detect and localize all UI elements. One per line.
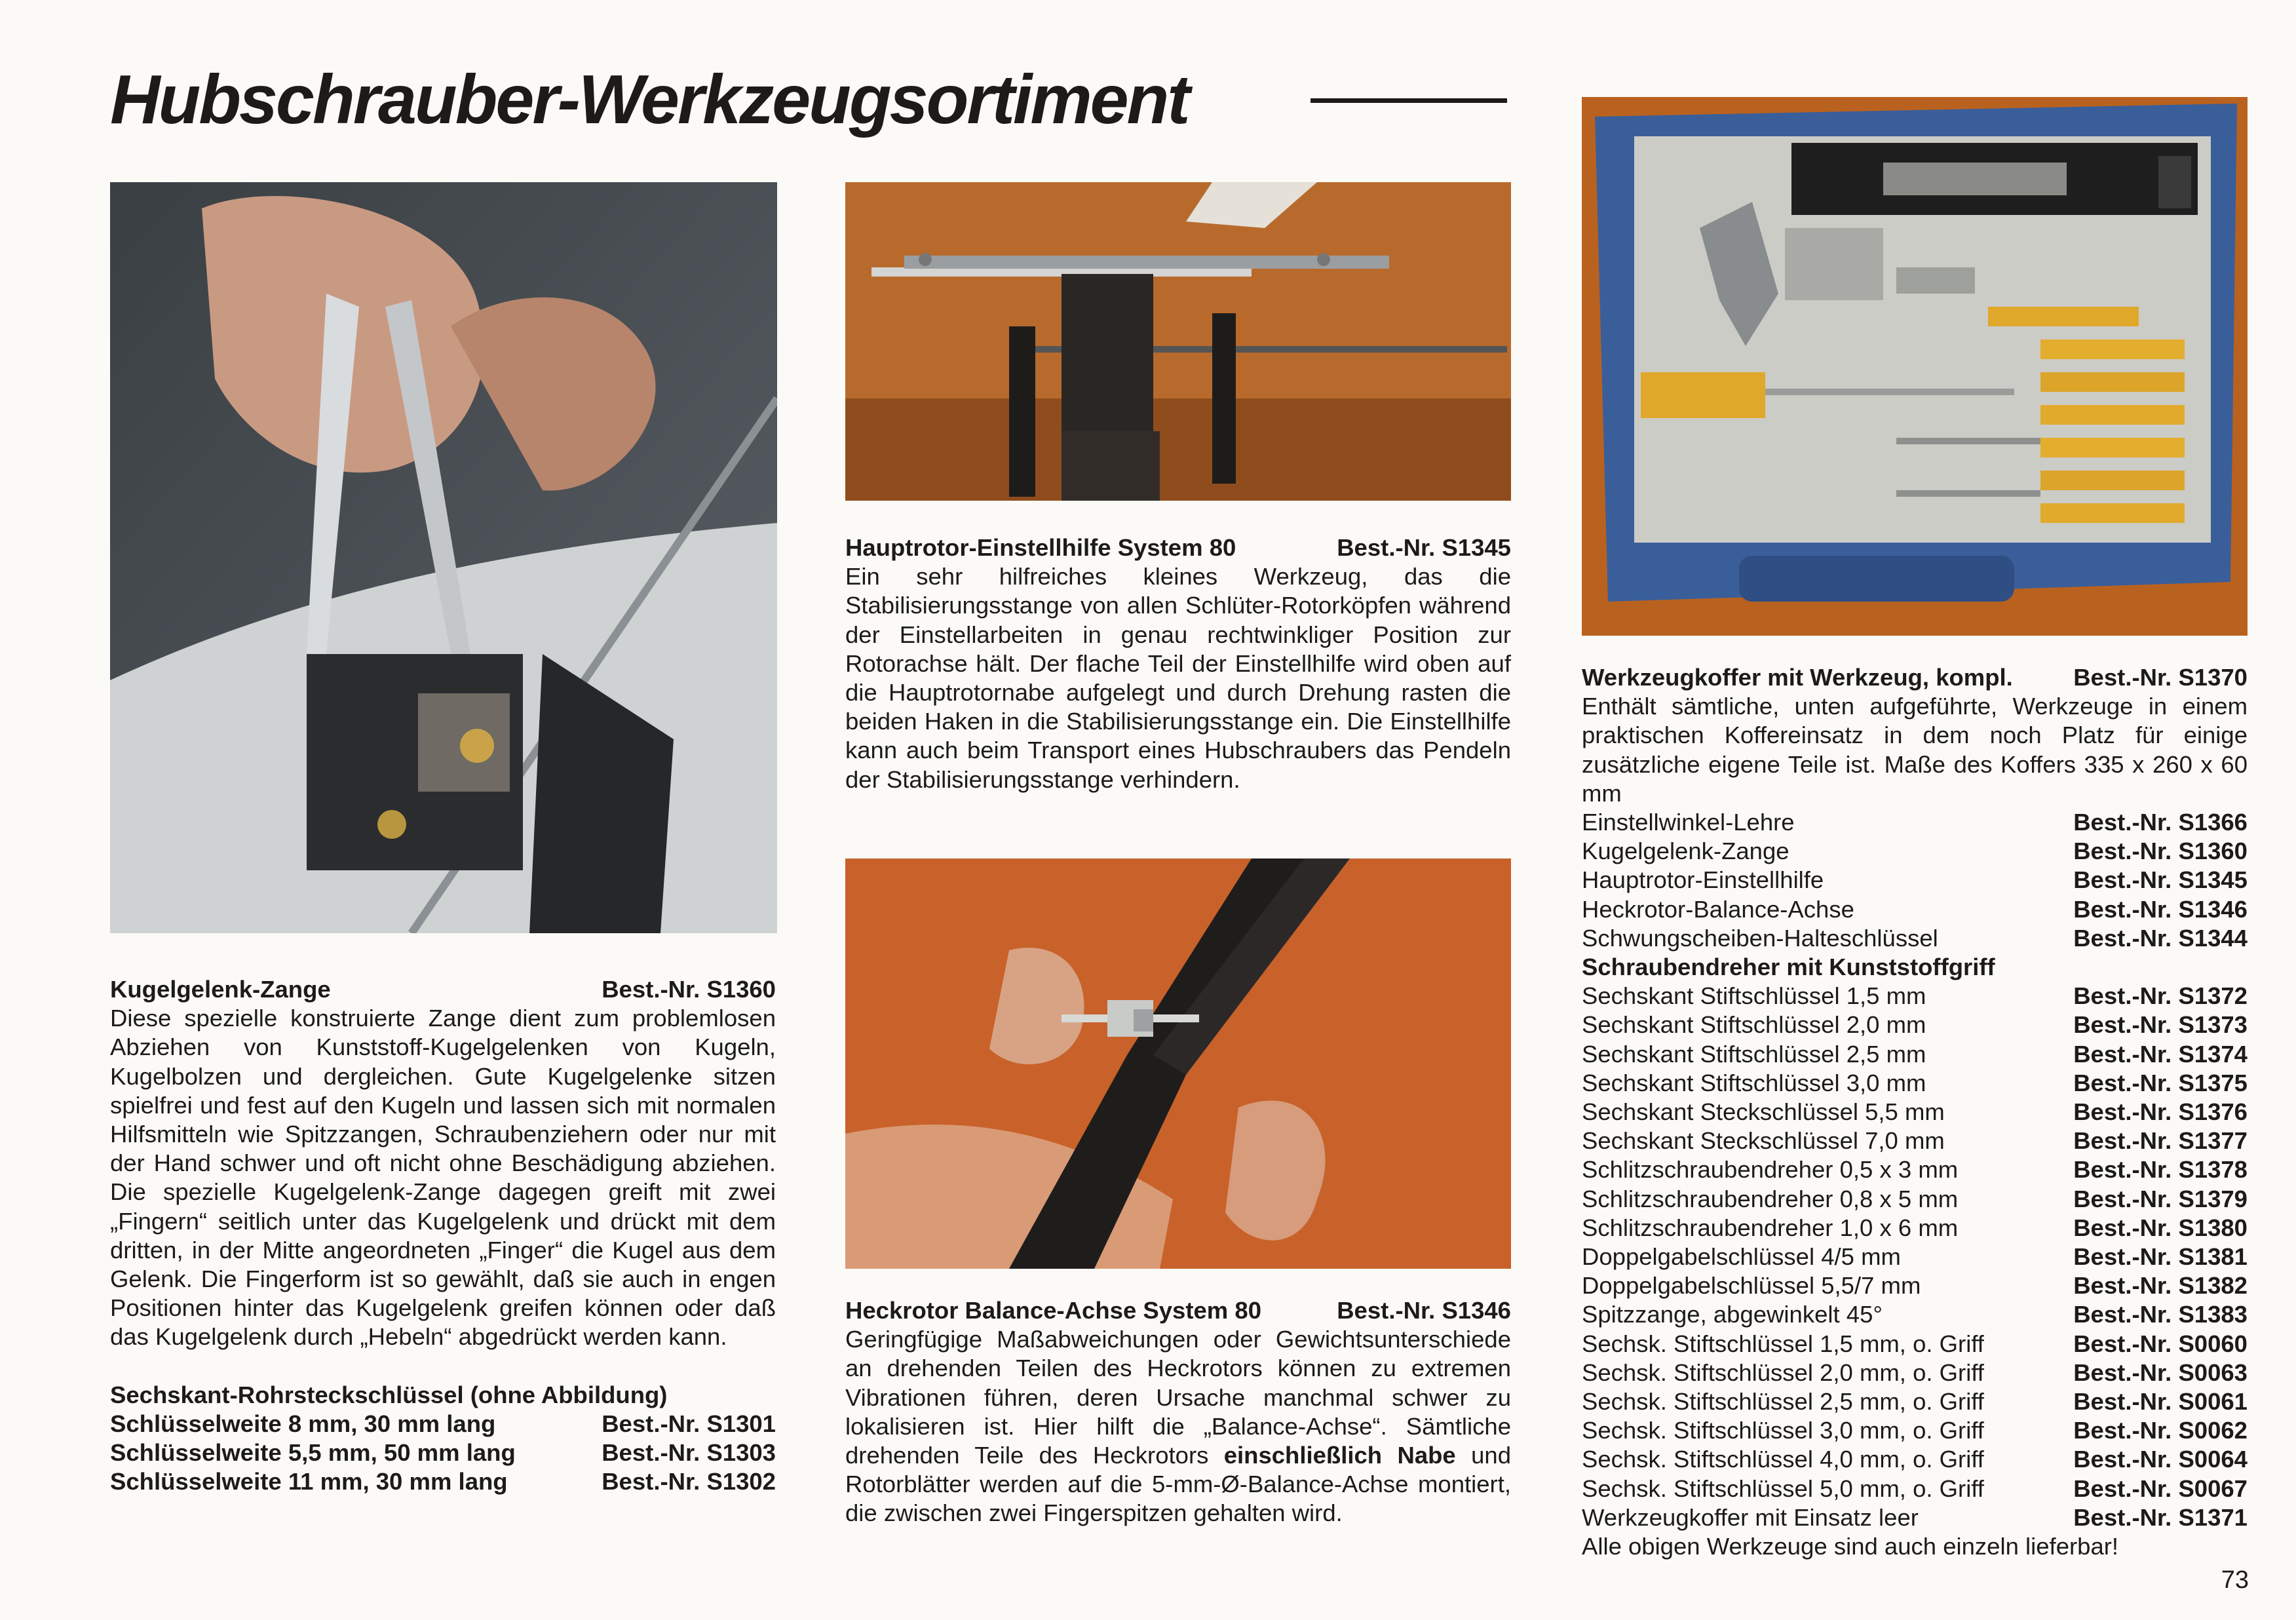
section-header-main-rotor-setup: [845, 533, 1511, 562]
item-order: Best.-Nr. S0060: [2073, 1330, 2248, 1357]
column-middle-top: [845, 533, 1511, 794]
list-item: [1582, 1503, 2248, 1532]
item-name: Sechsk. Stiftschlüssel 5,0 mm, o. Griff: [1582, 1475, 1984, 1502]
item-order: Best.-Nr. S1383: [2073, 1301, 2248, 1328]
photo-ball-joint-pliers: [110, 182, 777, 933]
list-item: [1582, 1330, 2248, 1359]
list-item: [1582, 1475, 2248, 1503]
item-name: Schlitzschraubendreher 0,8 x 5 mm: [1582, 1185, 1959, 1212]
section-header-tail-rotor-balance: [845, 1296, 1511, 1325]
item-name: Doppelgabelschlüssel 4/5 mm: [1582, 1243, 1901, 1271]
column-middle-bottom: [845, 1296, 1511, 1528]
list-item: [1582, 1271, 2248, 1300]
photo-tool-case: [1582, 97, 2248, 636]
list-item: [1582, 1214, 2248, 1243]
item-name: Sechskant Steckschlüssel 7,0 mm: [1582, 1127, 1945, 1155]
list-item: [1582, 895, 2248, 924]
list-item: [1582, 1185, 2248, 1214]
list-item: [110, 1467, 776, 1496]
list-item: [1582, 1387, 2248, 1416]
page-number: 73: [2221, 1566, 2249, 1594]
description: [845, 1325, 1511, 1528]
item-name: Sechskant Steckschlüssel 5,5 mm: [1582, 1098, 1945, 1126]
item-name: Sechsk. Stiftschlüssel 4,0 mm, o. Griff: [1582, 1446, 1984, 1473]
item-name: Schlitzschraubendreher 1,0 x 6 mm: [1582, 1214, 1959, 1241]
title-rule: [1311, 98, 1507, 103]
list-item: [1582, 1127, 2248, 1155]
item-name: Schlüsselweite 5,5 mm, 50 mm lang: [110, 1439, 516, 1467]
item-order: Best.-Nr. S1345: [2073, 866, 2248, 894]
photo-main-rotor-setup-tool: [845, 182, 1511, 501]
item-order: Best.-Nr. S1344: [2073, 924, 2248, 952]
sub-heading: Sechskant-Rohrsteckschlüssel (ohne Abbildung): [110, 1381, 668, 1408]
item-name: Spitzzange, abgewinkelt 45°: [1582, 1301, 1883, 1328]
list-item: [1582, 1445, 2248, 1474]
item-order: Best.-Nr. S1366: [2073, 809, 2248, 836]
section-header-ball-joint-pliers: [110, 975, 776, 1004]
item-order: Best.-Nr. S1360: [2073, 838, 2248, 865]
item-list: [1582, 808, 2248, 953]
section-header-tool-case: [1582, 663, 2248, 692]
item-order: Best.-Nr. S1346: [2073, 895, 2248, 923]
heading: Werkzeugkoffer mit Werkzeug, kompl.: [1582, 664, 2013, 691]
page-title: Hubschrauber-Werkzeugsortiment: [110, 61, 1189, 138]
list-item: [1582, 1011, 2248, 1039]
item-name: Sechsk. Stiftschlüssel 3,0 mm, o. Griff: [1582, 1417, 1984, 1444]
description-part: und Rotorblätter werden auf die 5-mm-Ø-Balance-Achse montiert, die zwischen zwei Fingerspitzen gehalten wird.: [845, 1442, 1511, 1527]
list-item: [1582, 837, 2248, 866]
item-order: Best.-Nr. S1380: [2073, 1214, 2248, 1241]
list-item: [1582, 1155, 2248, 1184]
list-item: [1582, 1040, 2248, 1069]
item-name: Sechskant Stiftschlüssel 1,5 mm: [1582, 982, 1926, 1010]
column-right: [1582, 663, 2248, 1561]
item-name: Sechsk. Stiftschlüssel 2,5 mm, o. Griff: [1582, 1388, 1984, 1416]
item-order: Best.-Nr. S1302: [602, 1468, 776, 1495]
item-order: Best.-Nr. S1376: [2073, 1098, 2248, 1126]
column-left: [110, 975, 776, 1496]
item-name: Schlüsselweite 11 mm, 30 mm lang: [110, 1468, 508, 1495]
list-item: [1582, 1416, 2248, 1445]
item-order: Best.-Nr. S0061: [2073, 1388, 2248, 1416]
item-name: Einstellwinkel-Lehre: [1582, 809, 1795, 836]
list-item: [110, 1410, 776, 1438]
heading: Kugelgelenk-Zange: [110, 976, 331, 1003]
item-order: Best.-Nr. S1374: [2073, 1040, 2248, 1068]
item-order: Best.-Nr. S1382: [2073, 1272, 2248, 1300]
description-emphasis: einschließlich Nabe: [1223, 1442, 1456, 1469]
item-order: Best.-Nr. S1378: [2073, 1156, 2248, 1184]
order-number: Best.-Nr. S1360: [602, 976, 776, 1003]
list-item: [110, 1438, 776, 1467]
list-item: [1582, 982, 2248, 1011]
list-item: [1582, 808, 2248, 837]
description: Ein sehr hilfreiches kleines Werkzeug, das die Stabilisierungsstange von allen Schlüter-Rotorköpfen während der Einstellarbeiten in genau rechtwinkliger Position zur Rotorachse hält. Der flache Teil der Einstellhilfe wird oben auf die Hauptrotornabe aufgelegt und durch Drehung rasten die beiden Haken in die Stabilisierungsstange ein. Die Einstellhilfe kann auch beim Transport eines Hubschraubers das Pendeln der Stabilisierungsstange verhindern.: [845, 563, 1511, 793]
item-name: Heckrotor-Balance-Achse: [1582, 895, 1854, 923]
item-name: Werkzeugkoffer mit Einsatz leer: [1582, 1503, 1919, 1531]
item-name: Sechsk. Stiftschlüssel 2,0 mm, o. Griff: [1582, 1359, 1984, 1386]
heading: Heckrotor Balance-Achse System 80: [845, 1297, 1261, 1324]
item-order: Best.-Nr. S1375: [2073, 1069, 2248, 1096]
item-name: Sechsk. Stiftschlüssel 1,5 mm, o. Griff: [1582, 1330, 1984, 1357]
item-order: Best.-Nr. S1372: [2073, 982, 2248, 1010]
item-order: Best.-Nr. S1377: [2073, 1127, 2248, 1155]
list-item: [1582, 1359, 2248, 1387]
item-name: Sechskant Stiftschlüssel 2,0 mm: [1582, 1011, 1926, 1039]
item-name: Schwungscheiben-Halteschlüssel: [1582, 924, 1938, 952]
item-order: Best.-Nr. S0063: [2073, 1359, 2248, 1386]
item-order: Best.-Nr. S1301: [602, 1410, 776, 1437]
photo-tail-rotor-balance-axle: [845, 858, 1511, 1269]
item-order: Best.-Nr. S0062: [2073, 1417, 2248, 1444]
item-list: [1582, 982, 2248, 1532]
item-order: Best.-Nr. S0067: [2073, 1475, 2248, 1502]
order-number: Best.-Nr. S1345: [1337, 534, 1511, 561]
description-part: Geringfügige Maßabweichungen oder Gewichtsunterschiede an drehenden Teilen des Heckrotors können zu extremen Vibrationen führen, deren Ursache manchmal schwer zu lokalisieren ist. Hier hilft die „Balance-Achse“. Sämtliche drehenden Teile des Heckrotors: [845, 1326, 1511, 1469]
item-name: Schlitzschraubendreher 0,5 x 3 mm: [1582, 1156, 1959, 1184]
item-name: Hauptrotor-Einstellhilfe: [1582, 866, 1824, 894]
list-item: [1582, 1098, 2248, 1127]
item-order: Best.-Nr. S1371: [2073, 1503, 2248, 1531]
description: Enthält sämtliche, unten aufgeführte, Werkzeuge in einem praktischen Koffereinsatz in dem noch Platz für einige zusätzliche eigene Teile ist. Maße des Koffers 335 x 260 x 60 mm: [1582, 693, 2248, 807]
item-name: Doppelgabelschlüssel 5,5/7 mm: [1582, 1272, 1921, 1300]
list-item: [1582, 1069, 2248, 1098]
item-name: Kugelgelenk-Zange: [1582, 838, 1789, 865]
item-order: Best.-Nr. S0064: [2073, 1446, 2248, 1473]
list-item: [1582, 924, 2248, 953]
item-name: Sechskant Stiftschlüssel 2,5 mm: [1582, 1040, 1926, 1068]
order-number: Best.-Nr. S1346: [1337, 1297, 1511, 1324]
item-order: Best.-Nr. S1373: [2073, 1011, 2248, 1039]
item-order: Best.-Nr. S1379: [2073, 1185, 2248, 1212]
list-item: [1582, 1300, 2248, 1329]
list-item: [1582, 866, 2248, 895]
item-name: Sechskant Stiftschlüssel 3,0 mm: [1582, 1069, 1926, 1096]
heading: Hauptrotor-Einstellhilfe System 80: [845, 534, 1236, 561]
list-item: [1582, 1243, 2248, 1271]
sub-heading: Schraubendreher mit Kunststoffgriff: [1582, 954, 1995, 981]
item-order: Best.-Nr. S1381: [2073, 1243, 2248, 1271]
footer-note: Alle obigen Werkzeuge sind auch einzeln lieferbar!: [1582, 1533, 2119, 1560]
item-name: Schlüsselweite 8 mm, 30 mm lang: [110, 1410, 496, 1437]
description: Diese spezielle konstruierte Zange dient zum problemlosen Abziehen von Kunststoff-Kugelgelenken von Kugeln, Kugelbolzen und dergleichen. Gute Kugelgelenke sitzen spielfrei und fest auf den Kugeln und lassen sich mit normalen Hilfsmitteln wie Spitzzangen, Schraubenziehern oder nur mit der Hand schwer und oft nicht ohne Beschädigung abziehen. Die spezielle Kugelgelenk-Zange dagegen greift mit zwei „Fingern“ seitlich unter das Kugelgelenk und drückt mit dem dritten, in der Mitte angeordneten „Finger“ die Kugel aus dem Gelenk. Die Fingerform ist so gewählt, daß sie auch in engen Positionen hinter das Kugelgelenk greifen können oder daß das Kugelgelenk durch „Hebeln“ abgedrückt werden kann.: [110, 1005, 776, 1351]
order-number: Best.-Nr. S1370: [2073, 664, 2248, 691]
item-order: Best.-Nr. S1303: [602, 1439, 776, 1467]
